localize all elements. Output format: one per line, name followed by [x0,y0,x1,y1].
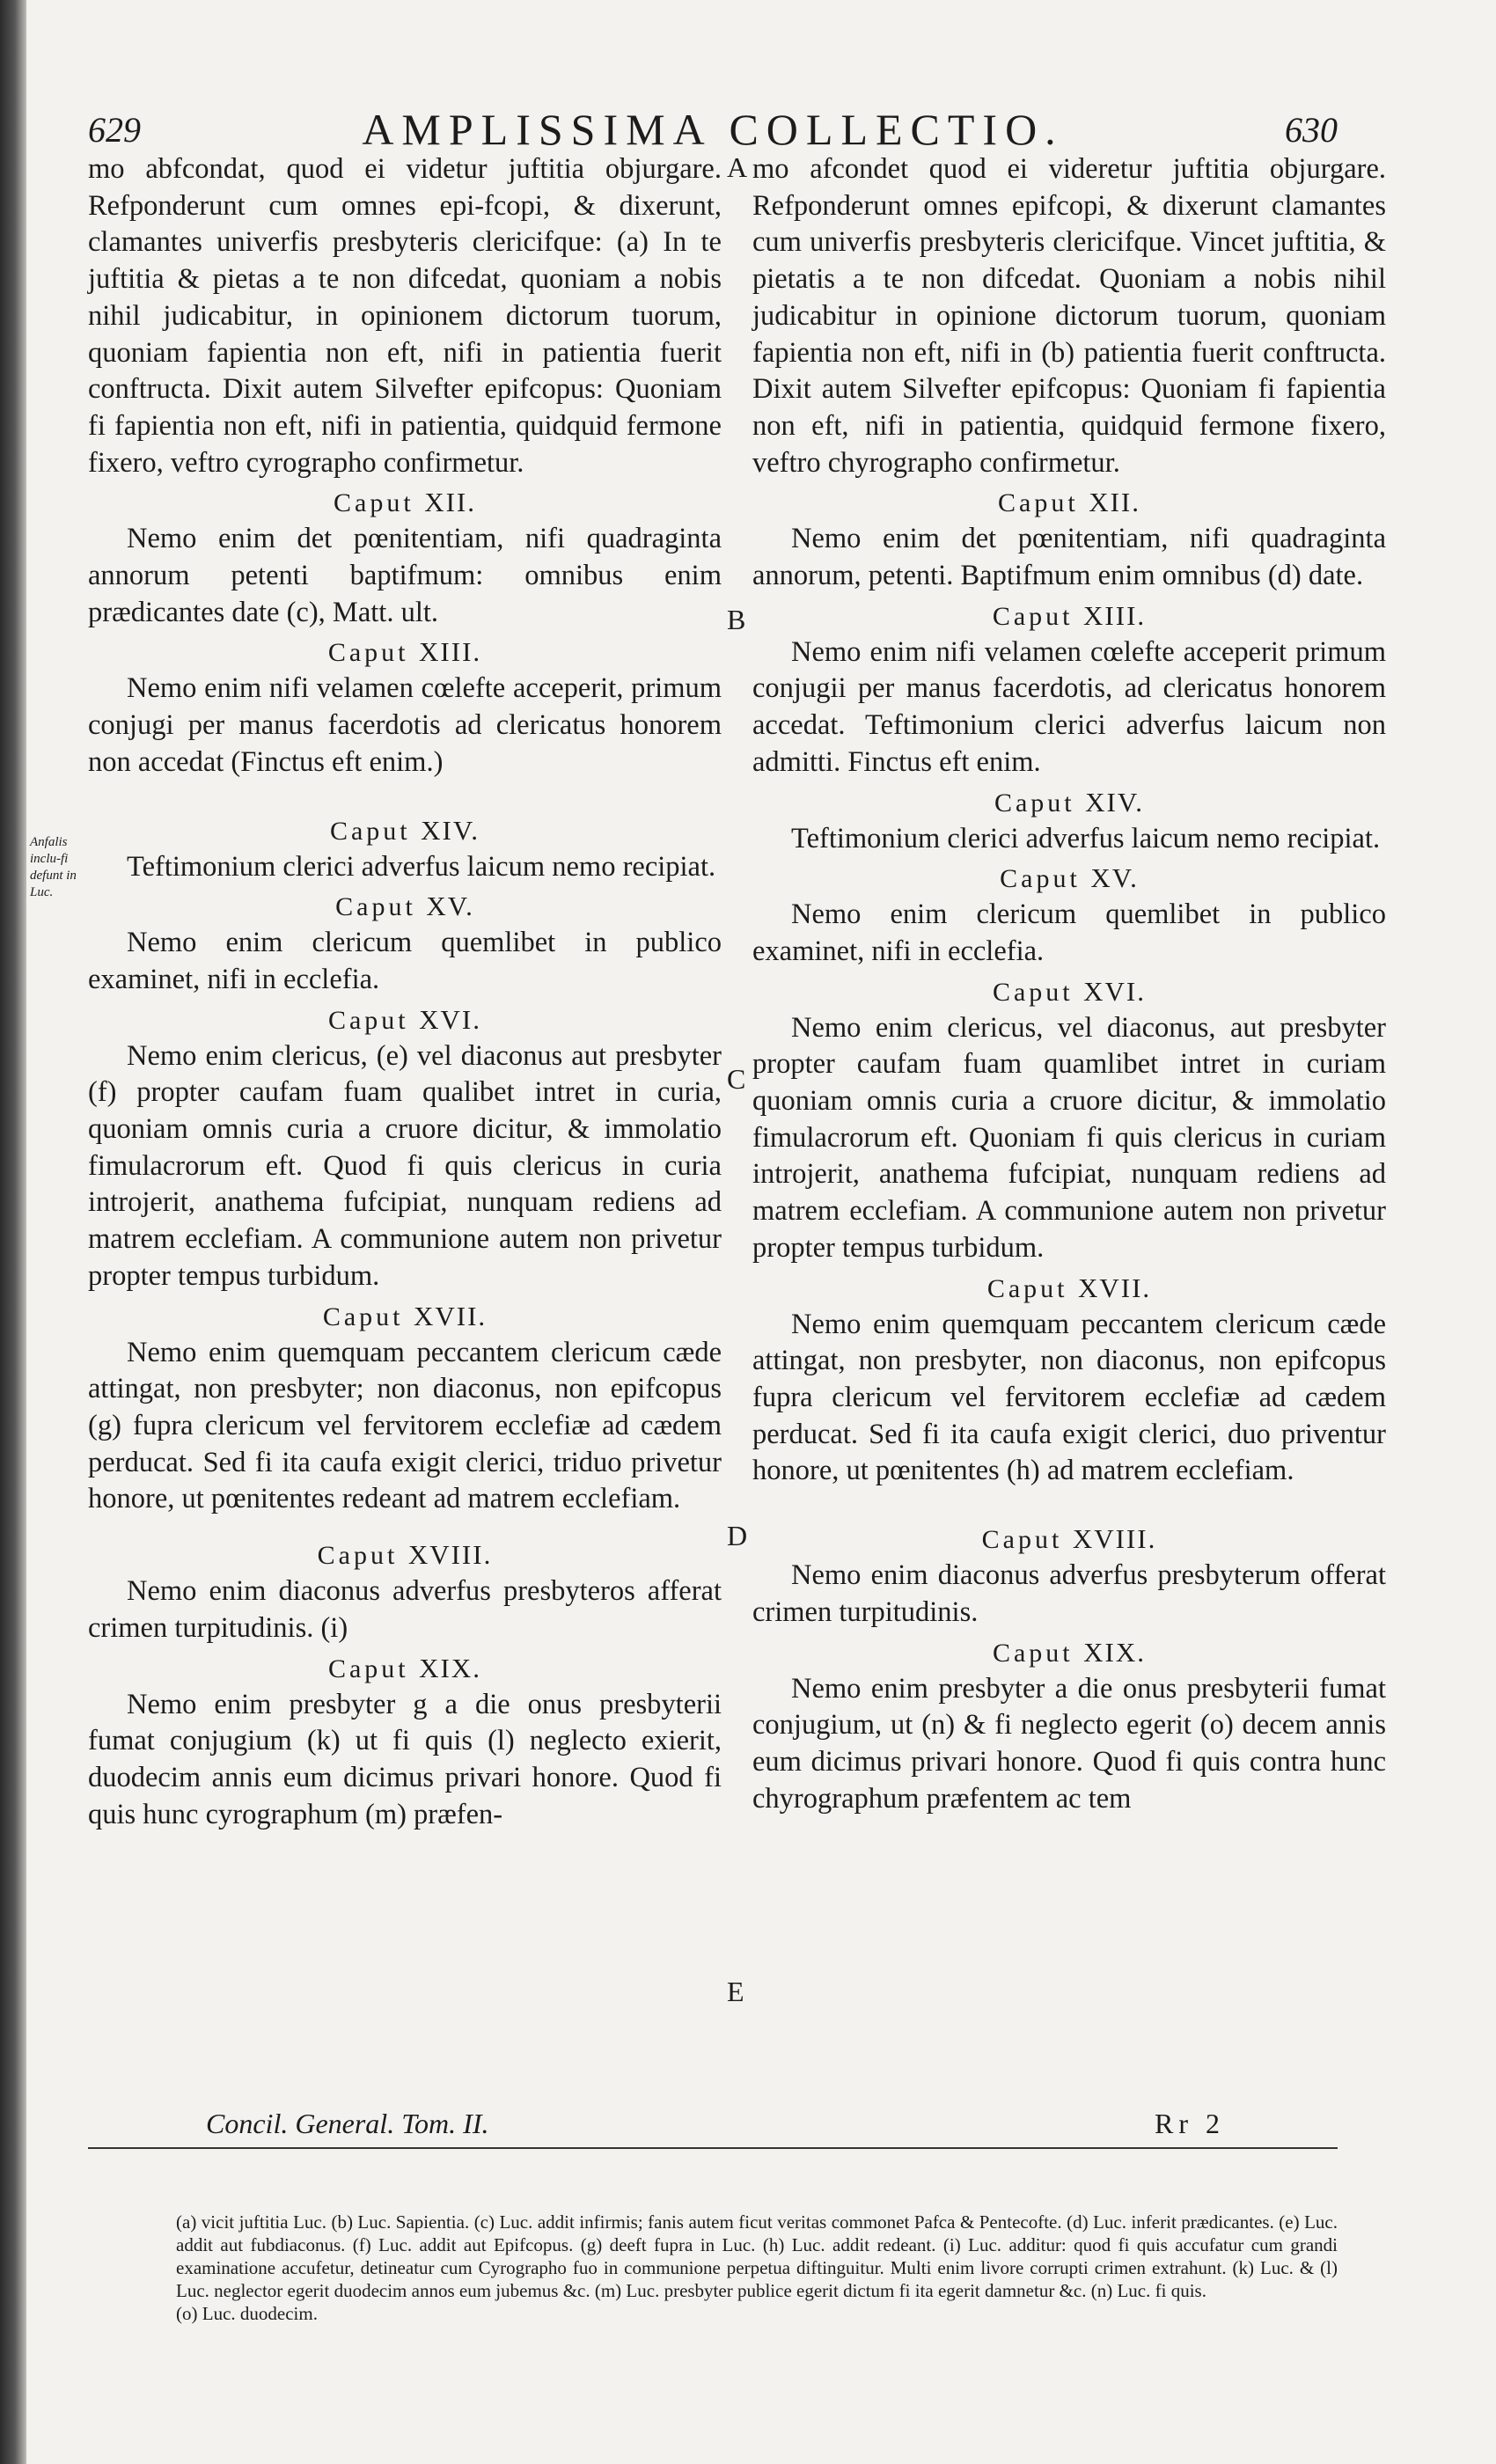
chapter-text: Teftimonium clerici adverfus laicum nemo recipiat. [791,822,1381,854]
chapter-text: Nemo enim clericum quemlibet in publico examinet, nifi in ecclefia. [88,927,722,995]
chapter-heading: Caput XIV. [994,786,1145,818]
margin-letter-c: C [727,1063,746,1095]
chapter-heading: Caput XVIII. [317,1539,493,1571]
running-title: AMPLISSIMA COLLECTIO. [362,105,1064,154]
chapter-heading: Caput XII. [998,487,1140,518]
chapter-heading: Caput XIX. [327,1652,482,1683]
intro-paragraph: mo abfcondat, quod ei videtur juftitia objurgare. Refponderunt cum omnes epi-fcopi, & dixerunt, clamantes univerfis presbyteris clericifque: (a) In te juftitia & pietas a te non difcedat, quoniam a nobis nihil judicabitur, in opinionem dictorum tuorum, quoniam fapientia non eft, nifi in patientia fuerit conftructa. Dixit autem Silvefter epifcopus: Quoniam fi fapientia non eft, nifi in patientia, quidquid fermone fixero, veftro cyrographo confirmetur. [88,153,722,479]
chapter-text: Nemo enim diaconus adverfus presbyteros afferat crimen turpitudinis. (i) [88,1575,722,1644]
chapter-heading: Caput XII. [334,487,476,518]
chapter-text: Nemo enim clericum quemlibet in publico examinet, nifi in ecclefia. [752,898,1386,967]
chapter-text: Nemo enim clericus, vel diaconus, aut presbyter propter caufam fuam quamlibet intret in curiam quoniam omnis curia a cruore dicitur, & immolatio fimulacrorum eft. Quoniam fi quis clericus in curiam introjerit, anathema fufcipiat, nunquam rediens ad matrem ecclefiam. A communione autem non privetur propter tempus turbidum. [752,1011,1386,1264]
chapter-text: Nemo enim presbyter g a die onus presbyterii fumat conjugium (k) ut fi quis (l) neglecto exierit, duodecim annis eum dicimus privari honore. Quod fi quis hunc cyrographum (m) præfen- [88,1688,722,1830]
right-column [752,151,1386,1817]
chapter-heading: Caput XV. [335,891,474,922]
chapter-heading: Caput XVII. [322,1300,488,1331]
footnotes [176,2211,1338,2325]
chapter-text: Nemo enim quemquam peccantem clericum cæde attingat, non presbyter, non diaconus, non epifcopus fupra clericum vel fervitorem ecclefiæ ad cædem perducat. Sed fi ita caufa exigit clerici, duo priventur honore, ut pœnitentes (h) ad matrem ecclefiam. [752,1308,1386,1487]
page-header [88,104,1338,157]
chapter-heading: Caput XVIII. [981,1523,1157,1555]
intro-paragraph: mo afcondet quod ei videretur juftitia objurgare. Refponderunt omnes epifcopi, & dixerunt clamantes cum univerfis presbyteris clericifque. Vincet juftitia, & pietatis a te non difcedat. Quoniam a nobis nihil judicabitur in opinione dictorum tuorum, quoniam fapientia non eft, nifi in (b) patientia fuerit conftructa. Dixit autem Silvefter epifcopus: Quoniam fi fapientia non eft, nifi in patientia, quidquid fermone fixero, veftro chyrographo confirmetur. [752,153,1386,479]
left-page-number: 629 [88,110,141,150]
right-page-number: 630 [1285,110,1338,150]
footnote-divider [88,2147,1338,2149]
margin-letter-b: B [727,604,746,635]
chapter-text: Nemo enim quemquam peccantem clericum cæde attingat, non presbyter; non diaconus, non epifcopus (g) fupra clericum vel fervitorem ecclefiæ ad cædem perducat. Sed fi ita caufa exigit clerici, triduo privetur honore, ut pœnitentes redeant ad matrem ecclefiam. [88,1336,722,1515]
chapter-heading: Caput XVII. [986,1272,1152,1303]
margin-letter-d: D [727,1520,748,1551]
signature-mark: Rr 2 [1155,2108,1225,2139]
book-binding-shadow [0,0,26,2464]
footnote-text: (o) Luc. duodecim. [176,2303,318,2324]
left-column [88,151,722,1833]
signature-line: Concil. General. Tom. II. [206,2108,489,2139]
chapter-heading: Caput XIII. [992,599,1147,631]
chapter-heading: Caput XIX. [992,1636,1147,1668]
footnote-text: (a) vicit juftitia Luc. (b) Luc. Sapientia. (c) Luc. addit infirmis; fanis autem ficut veritas commonet Pafca & Pentecofte. (d) Luc. inferit prædicantes. (e) Luc. addit aut fubdiaconus. (f) Luc. addit aut Epifcopus. (g) deeft fupra in Luc. (h) Luc. addit redeant. (i) Luc. additur: quod fi quis accufatur cum grandi examinatione accufetur, detineatur cum Cyrographo fuo in communione perpetua diftinguitur. Multi enim livore corrupti crimen extrahunt. (k) Luc. & (l) Luc. neglector egerit duodecim annos eum jubemus &c. (m) Luc. presbyter publice egerit dictum fi ita egerit damnetur &c. (n) Luc. fi quis. [176,2211,1338,2301]
chapter-heading: Caput XIII. [327,636,482,668]
margin-letter-e: E [727,1976,744,2007]
chapter-text: Nemo enim diaconus adverfus presbyterum offerat crimen turpitudinis. [752,1559,1386,1628]
chapter-text: Teftimonium clerici adverfus laicum nemo recipiat. [127,850,716,883]
chapter-text: Nemo enim nifi velamen cœlefte acceperit, primum conjugi per manus facerdotis ad clericatus honorem non accedat (Finctus eft enim.) [88,672,722,778]
side-note: Anfalis inclu-fi defunt in Luc. [30,835,77,899]
chapter-heading: Caput XIV. [329,814,480,846]
chapter-text: Nemo enim presbyter a die onus presbyterii fumat conjugium, ut (n) & fi neglecto egerit (o) decem annis eum dicimus privari honore. Quod fi quis contra hunc chyrographum præfentem ac tem [752,1672,1386,1815]
chapter-heading: Caput XV. [1000,862,1139,894]
chapter-heading: Caput XVI. [327,1003,482,1035]
chapter-text: Nemo enim det pœnitentiam, nifi quadraginta annorum, petenti. Baptifmum enim omnibus (d) date. [752,523,1386,592]
chapter-heading: Caput XVI. [992,975,1147,1007]
chapter-text: Nemo enim nifi velamen cœlefte acceperit primum conjugii per manus facerdotis, ad clericatus honorem accedat. Teftimonium clerici adverfus laicum non admitti. Finctus eft enim. [752,635,1386,778]
chapter-text: Nemo enim det pœnitentiam, nifi quadraginta annorum petenti baptifmum: omnibus enim prædicantes date (c), Matt. ult. [88,523,722,628]
chapter-text: Nemo enim clericus, (e) vel diaconus aut presbyter (f) propter caufam fuam qualibet intret in curia, quoniam omnis curia a cruore dicitur, & immolatio fimulacrorum eft. Quod fi quis clericus in curia introjerit, anathema fufcipiat, nunquam rediens ad matrem ecclefiam. A communione autem non privetur propter tempus turbidum. [88,1039,722,1292]
margin-letter-a: A [727,151,748,183]
